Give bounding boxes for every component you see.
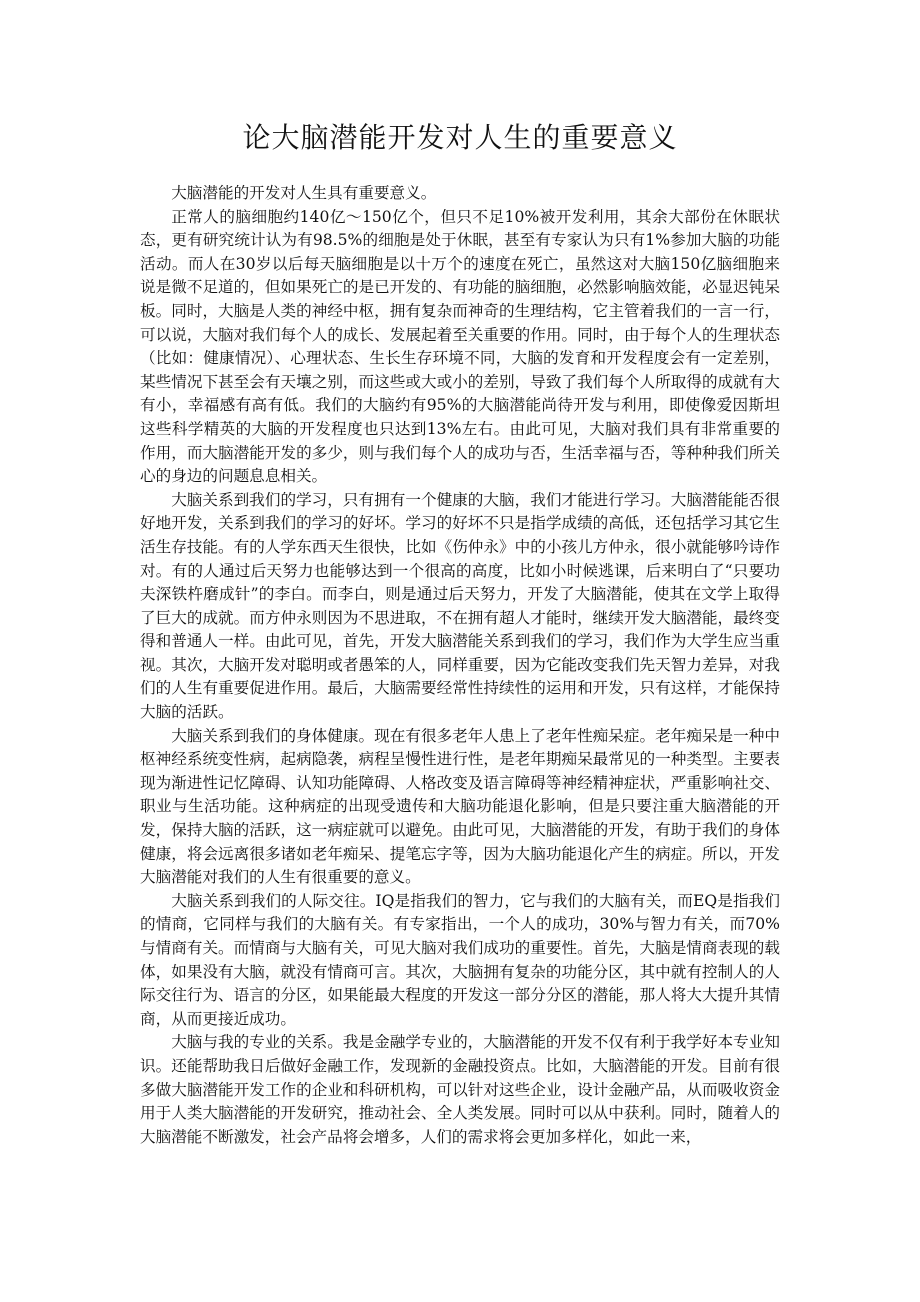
paragraph-intro: 大脑潜能的开发对人生具有重要意义。 <box>171 184 437 202</box>
document-title: 论大脑潜能开发对人生的重要意义 <box>242 121 678 154</box>
paragraph-social: 大脑关系到我们的人际交往。IQ是指我们的智力，它与我们的大脑有关，而EQ是指我们的情商，它同样与我们的大脑有关。有专家指出，一个人的成功，30%与智力有关，而70%与情商有关。而情商与大脑有关，可见大脑对我们成功的重要性。首先，大脑是情商表现的载体，如果没有大脑，就没有情商可言。其次，大脑拥有复杂的功能分区，其中就有控制人的人际交往行为、语言的分区，如果能最大程度的开发这一部分分区的潜能，那人将大大提升其情商，从而更接近成功。 <box>140 891 780 1028</box>
document-body <box>140 182 780 1149</box>
paragraph-learning: 大脑关系到我们的学习，只有拥有一个健康的大脑，我们才能进行学习。大脑潜能能否很好地开发，关系到我们的学习的好坏。学习的好坏不只是指学成绩的高低，还包括学习其它生活生存技能。有的人学东西天生很快，比如《伤仲永》中的小孩儿方仲永，很小就能够吟诗作对。有的人通过后天努力也能够达到一个很高的高度，比如小时候逃课，后来明白了“只要功夫深铁杵磨成针”的李白。而李白，则是通过后天努力，开发了大脑潜能，使其在文学上取得了巨大的成就。而方仲永则因为不思进取，不在拥有超人才能时，继续开发大脑潜能，最终变得和普通人一样。由此可见，首先，开发大脑潜能关系到我们的学习，我们作为大学生应当重视。其次，大脑开发对聪明或者愚笨的人，同样重要，因为它能改变我们先天智力差异，对我们的人生有重要促进作用。最后，大脑需要经常性持续性的运用和开发，只有这样，才能保持大脑的活跃。 <box>140 490 780 722</box>
paragraph-brain-cells: 正常人的脑细胞约140亿～150亿个，但只不足10%被开发利用，其余大部份在休眠状态，更有研究统计认为有98.5%的细胞是处于休眠，甚至有专家认为只有1%参加大脑的功能活动。而人在30岁以后每天脑细胞是以十万个的速度在死亡，虽然这对大脑150亿脑细胞来说是微不足道的，但如果死亡的是已开发的、有功能的脑细胞，必然影响脑效能，必显迟钝呆板。同时，大脑是人类的神经中枢，拥有复杂而神奇的生理结构，它主管着我们的一言一行，可以说，大脑对我们每个人的成长、发展起着至关重要的作用。同时，由于每个人的生理状态（比如：健康情况）、心理状态、生长生存环境不同，大脑的发育和开发程度会有一定差别，某些情况下甚至会有天壤之别，而这些或大或小的差别，导致了我们每个人所取得的成就有大有小，幸福感有高有低。我们的大脑约有95%的大脑潜能尚待开发与利用，即使像爱因斯坦这些科学精英的大脑的开发程度也只达到13%左右。由此可见，大脑对我们具有非常重要的作用，而大脑潜能开发的多少，则与我们每个人的成功与否，生活幸福与否，等种种我们所关心的身边的问题息息相关。 <box>140 207 780 486</box>
paragraph-health: 大脑关系到我们的身体健康。现在有很多老年人患上了老年性痴呆症。老年痴呆是一种中枢神经系统变性病，起病隐袭，病程呈慢性进行性，是老年期痴呆最常见的一种类型。主要表现为渐进性记忆障碍、认知功能障碍、人格改变及语言障碍等神经精神症状，严重影响社交、职业与生活功能。这种病症的出现受遗传和大脑功能退化影响，但是只要注重大脑潜能的开发，保持大脑的活跃，这一病症就可以避免。由此可见，大脑潜能的开发，有助于我们的身体健康，将会远离很多诸如老年痴呆、提笔忘字等，因为大脑功能退化产生的病症。所以，开发大脑潜能对我们的人生有很重要的意义。 <box>140 726 780 887</box>
paragraph-major: 大脑与我的专业的关系。我是金融学专业的，大脑潜能的开发不仅有利于我学好本专业知识。还能帮助我日后做好金融工作，发现新的金融投资点。比如，大脑潜能的开发。目前有很多做大脑潜能开发工作的企业和科研机构，可以针对这些企业，设计金融产品，从而吸收资金用于人类大脑潜能的开发研究，推动社会、全人类发展。同时可以从中获利。同时，随着人的大脑潜能不断激发，社会产品将会增多，人们的需求将会更加多样化，如此一来， <box>140 1033 780 1146</box>
